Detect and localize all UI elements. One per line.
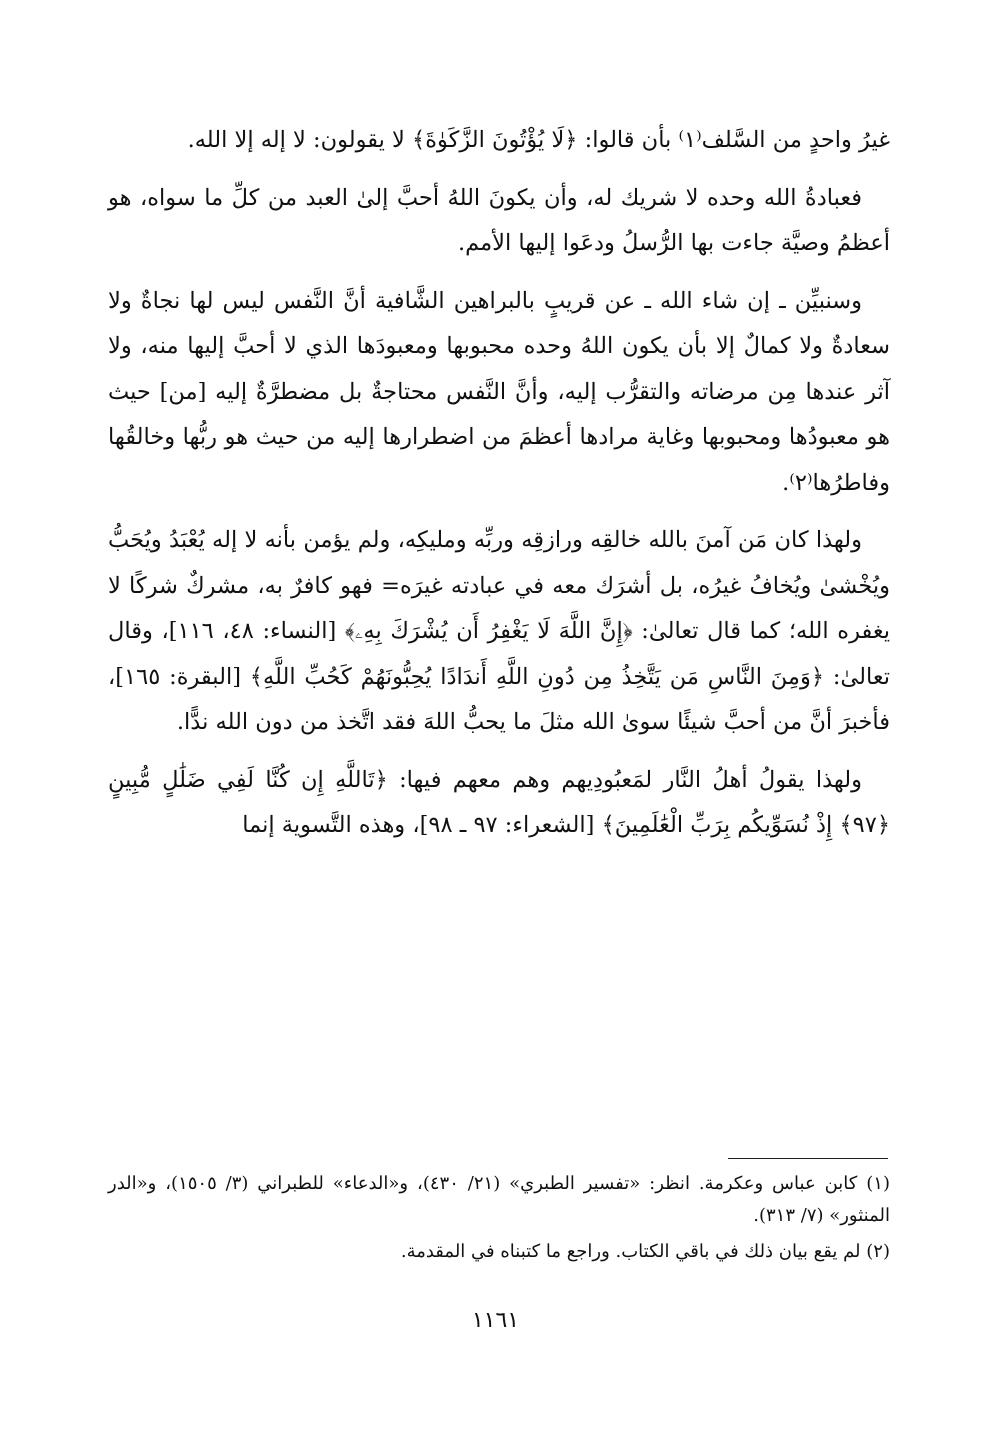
paragraph-1: غيرُ واحدٍ من السَّلف⁽١⁾ بأن قالوا: ﴿لَا يُؤْتُونَ الزَّكَوٰةَ﴾ لا يقولون: لا إله إلا الله.	[187, 127, 890, 153]
footnotes	[108, 1168, 890, 1272]
footnote-2: (٢) لم يقع بيان ذلك في باقي الكتاب. وراجع ما كتبناه في المقدمة.	[400, 1241, 890, 1262]
footnote-1: (١) كابن عباس وعكرمة. انظر: «تفسير الطبري» (٢١/ ٤٣٠)، و«الدعاء» للطبراني (٣/ ١٥٠٥)، و«الدر المنثور» (٧/ ٣١٣).	[108, 1173, 890, 1226]
main-text	[108, 118, 890, 861]
paragraph-5: ولهذا يقولُ أهلُ النَّار لمَعبُودِيهم وهم معهم فيها: ﴿تَاللَّهِ إِن كُنَّا لَفِي ضَلَٰلٍ مُّبِينٍ ﴿٩٧﴾ إِذْ نُسَوِّيكُم بِرَبِّ الْعَٰلَمِينَ﴾ [الشعراء: ٩٧ ـ ٩٨]، وهذه التَّسوية إنما	[108, 766, 890, 838]
paragraph-3: وسنبيِّن ـ إن شاء الله ـ عن قريبٍ بالبراهين الشَّافية أنَّ النَّفس ليس لها نجاةٌ ولا سعادةٌ ولا كمالٌ إلا بأن يكون اللهُ وحده محبوبها ومعبودَها الذي لا أحبَّ إليها منه، ولا آثر عندها مِن مرضاته والتقرُّب إليه، وأنَّ النَّفس محتاجةٌ بل مضطرَّةٌ إليه [من] حيث هو معبودُها ومحبوبها وغاية مرادها أعظمَ من اضطرارها إليه من حيث هو ربُّها وخالقُها وفاطرُها⁽٢⁾.	[108, 287, 890, 496]
paragraph-4: ولهذا كان مَن آمنَ بالله خالقِه ورازقِه وربِّه ومليكِه، ولم يؤمن بأنه لا إله يُعْبَدُ ويُحَبُّ ويُخْشىٰ ويُخافُ غيرُه، بل أشرَك معه في عبادته غيرَه= فهو كافرٌ به، مشركٌ شركًا لا يغفره الله؛ كما قال تعالىٰ: ﴿إِنَّ اللَّهَ لَا يَغْفِرُ أَن يُشْرَكَ بِهِۦ﴾ [النساء: ٤٨، ١١٦]، وقال تعالىٰ: ﴿وَمِنَ النَّاسِ مَن يَتَّخِذُ مِن دُونِ اللَّهِ أَندَادًا يُحِبُّونَهُمْ كَحُبِّ اللَّهِ﴾ [البقرة: ١٦٥]، فأخبرَ أنَّ من أحبَّ شيئًا سوىٰ الله مثلَ ما يحبُّ اللهَ فقد اتَّخذ من دون الله ندًّا.	[108, 527, 890, 735]
paragraph-2: فعبادةُ الله وحده لا شريك له، وأن يكونَ اللهُ أحبَّ إلىٰ العبد من كلِّ ما سواه، هو أعظمُ وصيَّة جاءت بها الرُّسلُ ودعَوا إليها الأمم.	[108, 184, 890, 256]
footnote-divider	[728, 1158, 888, 1159]
page-number: ١١٦١	[471, 1308, 520, 1333]
